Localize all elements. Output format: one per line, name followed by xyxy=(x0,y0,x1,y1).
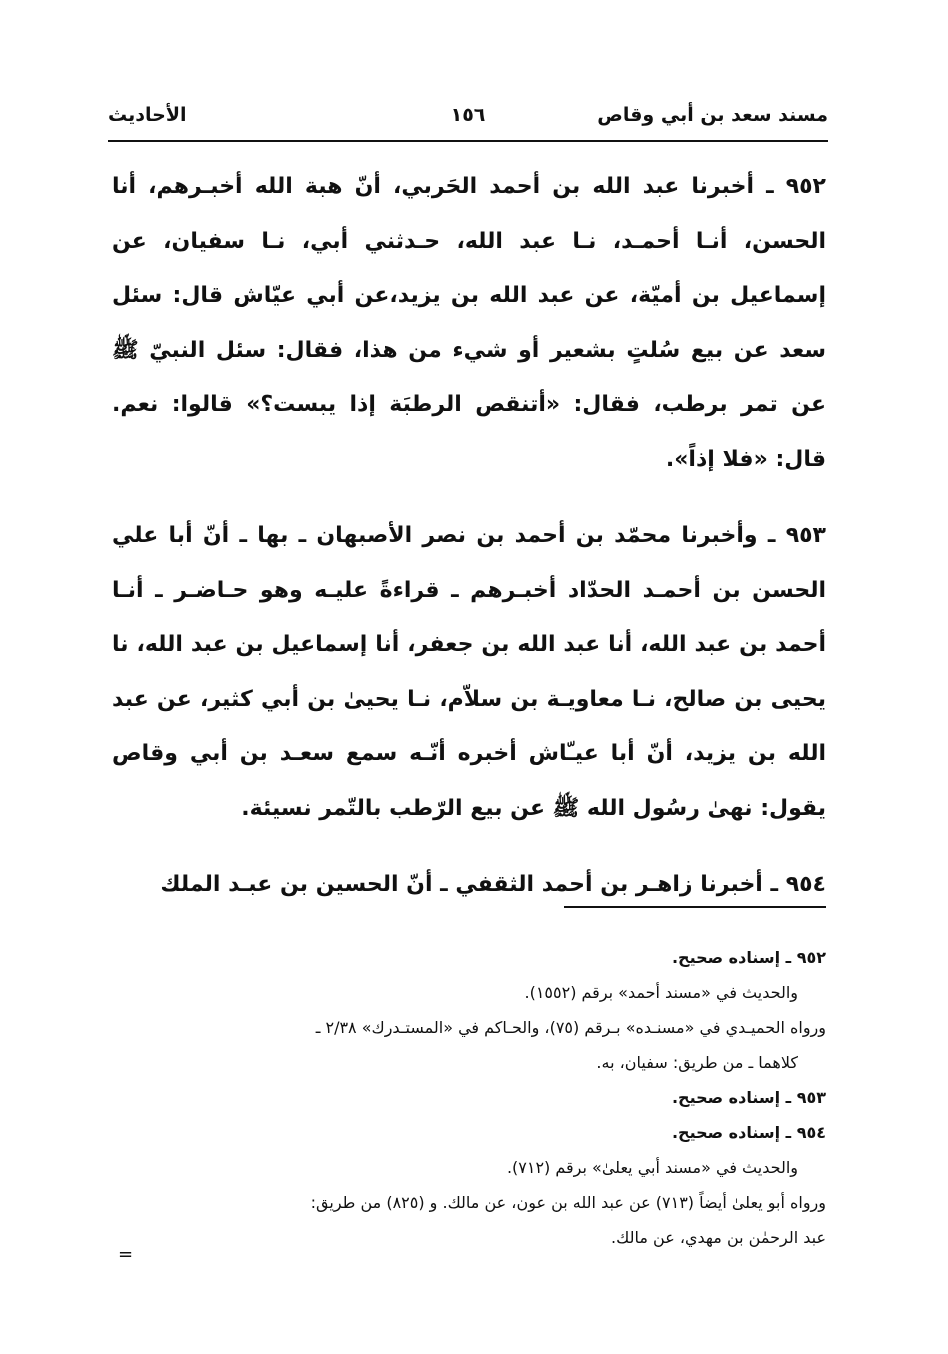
footnote-separator xyxy=(564,906,826,908)
footnote-line: والحديث في «مسند أبي يعلىٰ» برقم (٧١٢). xyxy=(506,1158,798,1177)
hadith-number: ٩٥٢ xyxy=(785,174,826,199)
footnote-line: ٩٥٢ ـ إسناده صحيح. xyxy=(671,948,826,967)
footnote-line: ٩٥٣ ـ إسناده صحيح. xyxy=(671,1088,826,1107)
hadith-number: ٩٥٤ xyxy=(785,872,826,897)
page-number: ١٥٦ xyxy=(450,104,486,126)
footnote-line: ٩٥٤ ـ إسناده صحيح. xyxy=(671,1123,826,1142)
hadith-952 xyxy=(112,160,826,487)
hadith-953 xyxy=(112,509,826,836)
hadith-text: ـ أخبرنا عبد الله بن أحمد الحَربي، أنّ هبة الله أخبـرهم، أنا الحسن، أنـا أحمـد، نـا عبد الله، حـدثني أبي، نـا سفيان، عن إسماعيل بن أميّة، عن عبد الله بن يزيد،عن أبي عيّاش قال: سئل سعد عن بيع سُلتٍ بشعير أو شيء من هذا، فقال: سئل النبيّ ﷺ عن تمر برطب، فقال: «أتنقص الرطبَة إذا يبست؟» قالوا: نعم. قال: «فلا إذاً». xyxy=(112,174,826,472)
footnote-line: عبد الرحمٰن بن مهدي، عن مالك. xyxy=(611,1228,826,1247)
hadith-text: ـ وأخبرنا محمّد بن أحمد بن نصر الأصبهان ـ بها ـ أنّ أبا علي الحسن بن أحمـد الحدّاد أخبـرهم ـ قراءةً عليـه وهو حـاضـر ـ أنـا أحمد بن عبد الله، أنا عبد الله بن جعفر، أنا إسماعيل بن عبد الله، نا يحيى بن صالح، نـا معاويـة بن سلاّم، نـا يحيىٰ بن أبي كثير، عن عبد الله بن يزيد، أنّ أبا عيـّاش أخبره أنّـه سمع سعـد بن أبي وقاص يقول: نهىٰ رسُول الله ﷺ عن بيع الرّطب بالتّمر نسيئة. xyxy=(112,523,826,821)
footnote-line: كلاهما ـ من طريق: سفيان، به. xyxy=(596,1053,798,1072)
book-title: مسند سعد بن أبي وقاص xyxy=(597,104,828,126)
hadith-text: ـ أخبرنا زاهـر بن أحمد الثقفي ـ أنّ الحسين بن عبـد الملك xyxy=(160,872,779,897)
header-rule xyxy=(108,140,828,142)
hadith-954 xyxy=(112,858,826,913)
hadith-number: ٩٥٣ xyxy=(785,523,826,548)
running-header xyxy=(108,104,828,138)
section-title: الأحاديث xyxy=(108,104,187,126)
footnote-line: ورواه أبو يعلىٰ أيضاً (٧١٣) عن عبد الله بن عون، عن مالك. و (٨٢٥) من طريق: xyxy=(310,1193,826,1212)
footnote-line: والحديث في «مسند أحمد» برقم (١٥٥٢). xyxy=(524,983,798,1002)
footnote-line: ورواه الحميـدي في «مسنـده» بـرقم (٧٥)، والحـاكم في «المستـدرك» ٢/٣٨ ـ xyxy=(315,1018,826,1037)
continuation-mark: = xyxy=(118,1244,134,1265)
main-text xyxy=(112,160,826,935)
footnotes xyxy=(112,940,826,1255)
